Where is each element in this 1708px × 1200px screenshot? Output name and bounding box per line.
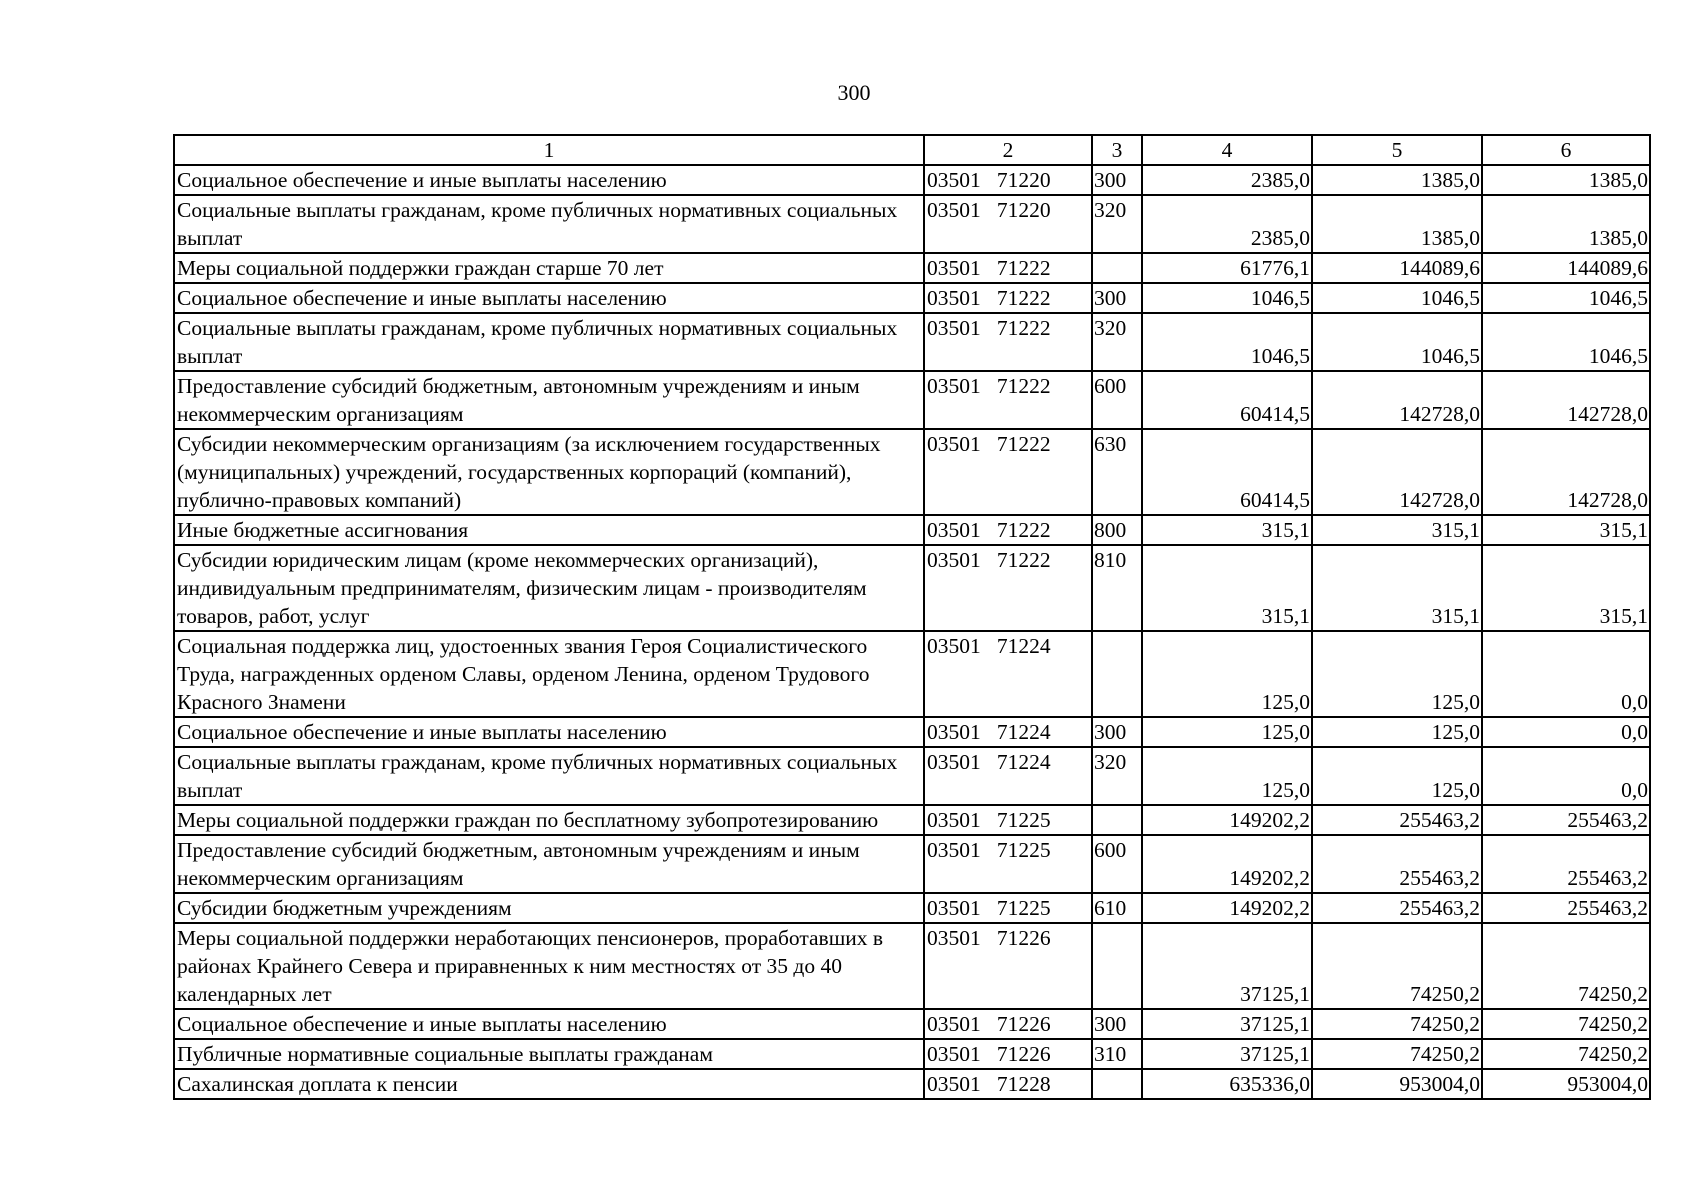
row-value-col4-cell: 1046,5: [1142, 283, 1312, 313]
table-row: [174, 923, 1650, 1009]
row-code-cell: 03501 71222: [924, 429, 1092, 515]
table-body: [174, 165, 1650, 1099]
row-value-col6-cell: 142728,0: [1482, 371, 1650, 429]
row-value-col5-cell: 125,0: [1312, 631, 1482, 717]
table-row: [174, 313, 1650, 371]
column-header-3: 3: [1092, 135, 1142, 165]
row-expense-type-cell: 300: [1092, 165, 1142, 195]
column-header-6: 6: [1482, 135, 1650, 165]
row-value-col5-cell: 315,1: [1312, 515, 1482, 545]
table-row: [174, 165, 1650, 195]
row-expense-type-cell: 300: [1092, 1009, 1142, 1039]
row-expense-type-cell: 800: [1092, 515, 1142, 545]
table-row: [174, 631, 1650, 717]
column-number-row: [174, 135, 1650, 165]
row-code-cell: 03501 71226: [924, 1009, 1092, 1039]
table-row: [174, 371, 1650, 429]
table-row: [174, 429, 1650, 515]
row-value-col4-cell: 125,0: [1142, 631, 1312, 717]
row-name-cell: Субсидии некоммерческим организациям (за исключением государственных (муниципальных) учреждений, государственных корпораций (компаний), публично-правовых компаний): [174, 429, 924, 515]
row-value-col6-cell: 1385,0: [1482, 165, 1650, 195]
row-value-col6-cell: 0,0: [1482, 747, 1650, 805]
row-expense-type-cell: 610: [1092, 893, 1142, 923]
row-value-col6-cell: 255463,2: [1482, 893, 1650, 923]
row-name-cell: Социальное обеспечение и иные выплаты населению: [174, 717, 924, 747]
row-name-cell: Социальные выплаты гражданам, кроме публичных нормативных социальных выплат: [174, 313, 924, 371]
row-value-col4-cell: 37125,1: [1142, 923, 1312, 1009]
row-value-col5-cell: 953004,0: [1312, 1069, 1482, 1099]
row-value-col5-cell: 74250,2: [1312, 923, 1482, 1009]
row-name-cell: Социальное обеспечение и иные выплаты населению: [174, 283, 924, 313]
row-value-col6-cell: 953004,0: [1482, 1069, 1650, 1099]
row-name-cell: Иные бюджетные ассигнования: [174, 515, 924, 545]
row-name-cell: Социальная поддержка лиц, удостоенных звания Героя Социалистического Труда, награжденных орденом Славы, орденом Ленина, орденом Трудового Красного Знамени: [174, 631, 924, 717]
row-expense-type-cell: 600: [1092, 371, 1142, 429]
row-name-cell: Сахалинская доплата к пенсии: [174, 1069, 924, 1099]
row-expense-type-cell: 600: [1092, 835, 1142, 893]
table-row: [174, 253, 1650, 283]
column-header-1: 1: [174, 135, 924, 165]
row-value-col5-cell: 255463,2: [1312, 893, 1482, 923]
row-value-col5-cell: 1385,0: [1312, 165, 1482, 195]
row-name-cell: Социальное обеспечение и иные выплаты населению: [174, 1009, 924, 1039]
row-code-cell: 03501 71220: [924, 195, 1092, 253]
row-code-cell: 03501 71228: [924, 1069, 1092, 1099]
row-name-cell: Предоставление субсидий бюджетным, автономным учреждениям и иным некоммерческим организациям: [174, 835, 924, 893]
row-value-col6-cell: 142728,0: [1482, 429, 1650, 515]
table-row: [174, 195, 1650, 253]
row-name-cell: Социальное обеспечение и иные выплаты населению: [174, 165, 924, 195]
table-row: [174, 1039, 1650, 1069]
page-number: 300: [837, 80, 871, 105]
row-value-col4-cell: 37125,1: [1142, 1009, 1312, 1039]
row-expense-type-cell: 320: [1092, 195, 1142, 253]
row-value-col5-cell: 315,1: [1312, 545, 1482, 631]
table-row: [174, 545, 1650, 631]
table-row: [174, 1009, 1650, 1039]
row-expense-type-cell: 320: [1092, 313, 1142, 371]
row-expense-type-cell: 320: [1092, 747, 1142, 805]
row-code-cell: 03501 71222: [924, 545, 1092, 631]
row-expense-type-cell: [1092, 1069, 1142, 1099]
row-value-col5-cell: 1046,5: [1312, 313, 1482, 371]
table-row: [174, 805, 1650, 835]
row-expense-type-cell: [1092, 805, 1142, 835]
table-row: [174, 283, 1650, 313]
row-value-col6-cell: 255463,2: [1482, 835, 1650, 893]
row-value-col6-cell: 0,0: [1482, 631, 1650, 717]
row-name-cell: Субсидии юридическим лицам (кроме некоммерческих организаций), индивидуальным предпринимателям, физическим лицам - производителям товаров, работ, услуг: [174, 545, 924, 631]
row-value-col6-cell: 1385,0: [1482, 195, 1650, 253]
row-value-col6-cell: 74250,2: [1482, 923, 1650, 1009]
row-value-col5-cell: 74250,2: [1312, 1009, 1482, 1039]
row-name-cell: Социальные выплаты гражданам, кроме публичных нормативных социальных выплат: [174, 747, 924, 805]
row-value-col4-cell: 1046,5: [1142, 313, 1312, 371]
row-expense-type-cell: 810: [1092, 545, 1142, 631]
row-value-col4-cell: 635336,0: [1142, 1069, 1312, 1099]
row-value-col4-cell: 37125,1: [1142, 1039, 1312, 1069]
budget-table: [173, 134, 1651, 1100]
row-value-col5-cell: 125,0: [1312, 717, 1482, 747]
row-value-col4-cell: 149202,2: [1142, 835, 1312, 893]
row-code-cell: 03501 71220: [924, 165, 1092, 195]
row-name-cell: Меры социальной поддержки граждан старше 70 лет: [174, 253, 924, 283]
row-name-cell: Меры социальной поддержки неработающих пенсионеров, проработавших в районах Крайнего Севера и приравненных к ним местностях от 35 до 40 календарных лет: [174, 923, 924, 1009]
column-header-4: 4: [1142, 135, 1312, 165]
row-value-col5-cell: 255463,2: [1312, 805, 1482, 835]
column-header-2: 2: [924, 135, 1092, 165]
row-value-col5-cell: 125,0: [1312, 747, 1482, 805]
row-value-col4-cell: 60414,5: [1142, 429, 1312, 515]
row-expense-type-cell: [1092, 253, 1142, 283]
row-value-col6-cell: 144089,6: [1482, 253, 1650, 283]
row-value-col6-cell: 1046,5: [1482, 283, 1650, 313]
row-code-cell: 03501 71222: [924, 515, 1092, 545]
row-code-cell: 03501 71222: [924, 371, 1092, 429]
row-value-col5-cell: 144089,6: [1312, 253, 1482, 283]
row-expense-type-cell: [1092, 923, 1142, 1009]
row-name-cell: Предоставление субсидий бюджетным, автономным учреждениям и иным некоммерческим организациям: [174, 371, 924, 429]
row-expense-type-cell: [1092, 631, 1142, 717]
row-value-col4-cell: 149202,2: [1142, 805, 1312, 835]
row-value-col4-cell: 125,0: [1142, 717, 1312, 747]
table-row: [174, 515, 1650, 545]
table-row: [174, 747, 1650, 805]
row-value-col4-cell: 149202,2: [1142, 893, 1312, 923]
row-code-cell: 03501 71226: [924, 923, 1092, 1009]
row-value-col5-cell: 1046,5: [1312, 283, 1482, 313]
row-value-col4-cell: 2385,0: [1142, 165, 1312, 195]
row-value-col5-cell: 142728,0: [1312, 371, 1482, 429]
table-row: [174, 835, 1650, 893]
row-code-cell: 03501 71225: [924, 805, 1092, 835]
row-code-cell: 03501 71222: [924, 283, 1092, 313]
row-value-col5-cell: 255463,2: [1312, 835, 1482, 893]
row-value-col6-cell: 255463,2: [1482, 805, 1650, 835]
row-value-col6-cell: 1046,5: [1482, 313, 1650, 371]
row-code-cell: 03501 71224: [924, 747, 1092, 805]
row-name-cell: Публичные нормативные социальные выплаты гражданам: [174, 1039, 924, 1069]
row-code-cell: 03501 71226: [924, 1039, 1092, 1069]
row-value-col4-cell: 315,1: [1142, 515, 1312, 545]
row-code-cell: 03501 71224: [924, 717, 1092, 747]
row-name-cell: Социальные выплаты гражданам, кроме публичных нормативных социальных выплат: [174, 195, 924, 253]
row-value-col6-cell: 0,0: [1482, 717, 1650, 747]
row-value-col5-cell: 74250,2: [1312, 1039, 1482, 1069]
row-value-col6-cell: 315,1: [1482, 515, 1650, 545]
row-code-cell: 03501 71222: [924, 253, 1092, 283]
row-code-cell: 03501 71225: [924, 835, 1092, 893]
row-name-cell: Субсидии бюджетным учреждениям: [174, 893, 924, 923]
column-header-5: 5: [1312, 135, 1482, 165]
table-row: [174, 1069, 1650, 1099]
row-value-col5-cell: 1385,0: [1312, 195, 1482, 253]
row-value-col6-cell: 74250,2: [1482, 1039, 1650, 1069]
row-value-col4-cell: 125,0: [1142, 747, 1312, 805]
row-value-col5-cell: 142728,0: [1312, 429, 1482, 515]
row-code-cell: 03501 71225: [924, 893, 1092, 923]
row-name-cell: Меры социальной поддержки граждан по бесплатному зубопротезированию: [174, 805, 924, 835]
row-expense-type-cell: 300: [1092, 283, 1142, 313]
table-row: [174, 893, 1650, 923]
row-value-col4-cell: 60414,5: [1142, 371, 1312, 429]
row-value-col6-cell: 74250,2: [1482, 1009, 1650, 1039]
row-value-col4-cell: 61776,1: [1142, 253, 1312, 283]
row-value-col6-cell: 315,1: [1482, 545, 1650, 631]
row-expense-type-cell: 310: [1092, 1039, 1142, 1069]
row-value-col4-cell: 2385,0: [1142, 195, 1312, 253]
row-value-col4-cell: 315,1: [1142, 545, 1312, 631]
row-code-cell: 03501 71222: [924, 313, 1092, 371]
table-row: [174, 717, 1650, 747]
row-expense-type-cell: 300: [1092, 717, 1142, 747]
row-expense-type-cell: 630: [1092, 429, 1142, 515]
row-code-cell: 03501 71224: [924, 631, 1092, 717]
